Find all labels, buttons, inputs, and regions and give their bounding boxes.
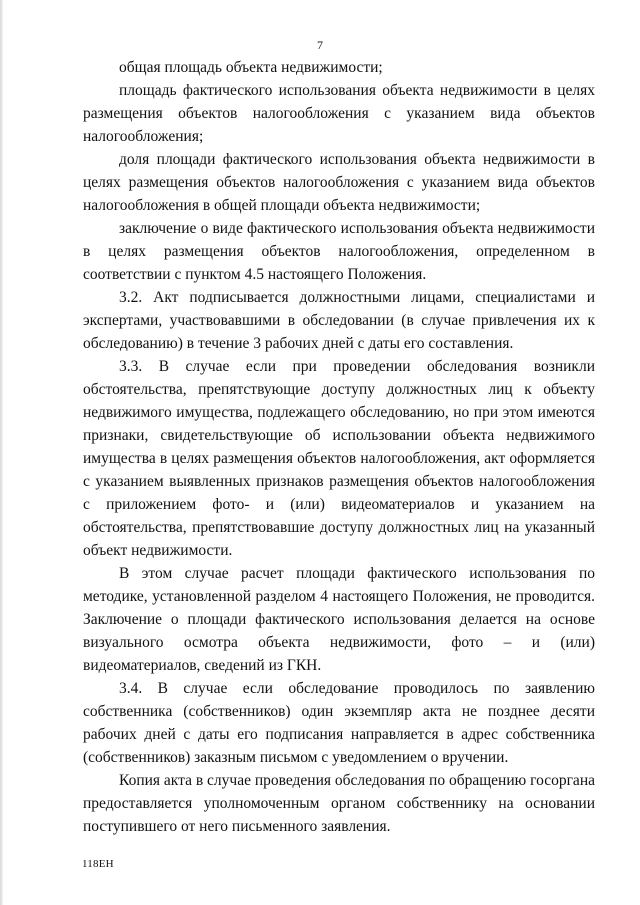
paragraph-3-3-continuation: В этом случае расчет площади фактического использования по методике, установленной разделом 4 настоящего Положения, не проводится. Заключение о площади фактического использования делается на основе визуального осмотра объекта недвижимости, фото – и (или) видеоматериалов, сведений из ГКН. [83,565,595,674]
document-body [83,56,595,838]
page-number: 7 [317,38,323,52]
paragraph-conclusion: заключение о виде фактического использования объекта недвижимости в целях размещения объектов налогообложения, определенном в соответствии с пунктом 4.5 настоящего Положения. [83,220,595,283]
paragraph-actual-use-share: доля площади фактического использования объекта недвижимости в целях размещения объектов налогообложения с указанием вида объектов налогообложения в общей площади объекта недвижимости; [83,151,595,214]
paragraph-3-2: 3.2. Акт подписывается должностными лицами, специалистами и экспертами, участвовавшими в обследовании (в случае привлечения их к обследованию) в течение 3 рабочих дней с даты его составления. [83,289,595,352]
footer-document-code: 118ЕН [82,858,114,870]
page-left-edge [0,0,3,905]
paragraph-3-4: 3.4. В случае если обследование проводилось по заявлению собственника (собственников) один экземпляр акта не позднее десяти рабочих дней с даты его подписания направляется в адрес собственника (собственников) заказным письмом с уведомлением о вручении. [83,680,595,766]
paragraph-actual-use-area: площадь фактического использования объекта недвижимости в целях размещения объектов налогообложения с указанием вида объектов налогообложения; [83,82,595,145]
paragraph-total-area: общая площадь объекта недвижимости; [119,59,383,76]
paragraph-copy-of-act: Копия акта в случае проведения обследования по обращению госоргана предоставляется уполномоченным органом собственнику на основании поступившего от него письменного заявления. [83,772,595,835]
paragraph-3-3: 3.3. В случае если при проведении обследования возникли обстоятельства, препятствующие доступу должностных лиц к объекту недвижимого имущества, подлежащего обследованию, но при этом имеются признаки, свидетельствующие об использовании объекта недвижимого имущества в целях размещения объектов налогообложения, акт оформляется с указанием выявленных признаков размещения объектов налогообложения с приложением фото- и (или) видеоматериалов и указанием на обстоятельства, препятствовавшие доступу должностных лиц на указанный объект недвижимости. [83,358,595,559]
